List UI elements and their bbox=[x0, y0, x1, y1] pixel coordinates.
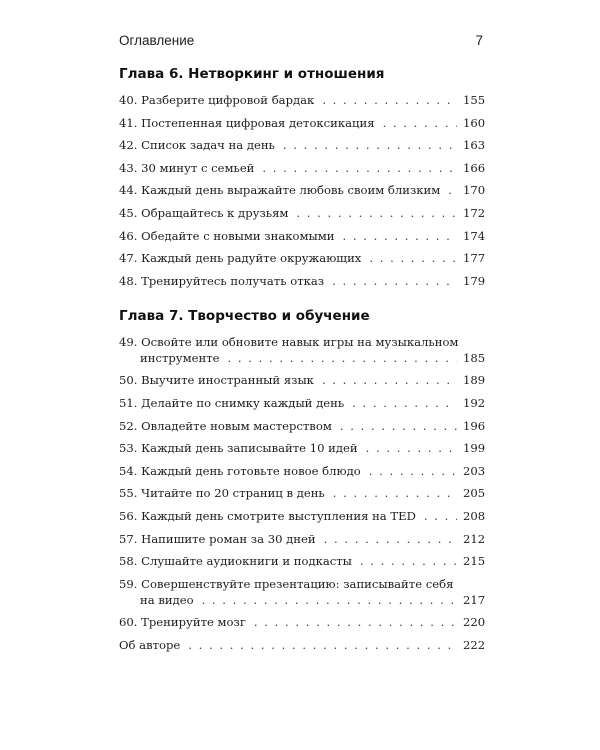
toc-entry[interactable] bbox=[119, 250, 486, 266]
toc-entry[interactable] bbox=[119, 372, 486, 388]
dot-leader bbox=[369, 250, 457, 266]
toc-entry-page: 220 bbox=[463, 615, 486, 630]
toc-entry-title: 48. Тренируйтесь получать отказ bbox=[119, 273, 325, 288]
toc-entry[interactable] bbox=[119, 137, 486, 153]
toc-entry-title: 45. Обращайтесь к друзьям bbox=[119, 205, 289, 220]
toc-entry-title: 58. Слушайте аудиокниги и подкасты bbox=[119, 554, 352, 569]
toc-entry[interactable] bbox=[119, 273, 486, 289]
toc-entry[interactable] bbox=[119, 463, 486, 479]
dot-leader bbox=[383, 115, 457, 131]
toc-entry-page: 205 bbox=[463, 486, 486, 501]
toc-entry-title: 40. Разберите цифровой бардак bbox=[119, 93, 315, 107]
toc-entry[interactable] bbox=[119, 531, 486, 547]
toc-entry-page: 170 bbox=[463, 183, 486, 198]
toc-entry-title: 50. Выучите иностранный язык bbox=[119, 373, 314, 388]
toc-entry-page: 203 bbox=[463, 463, 486, 478]
dot-leader bbox=[322, 92, 457, 108]
toc-entry-title: 60. Тренируйте мозг bbox=[119, 615, 246, 630]
toc-entry-page: 177 bbox=[463, 251, 486, 266]
dot-leader bbox=[424, 508, 457, 524]
toc-entry[interactable] bbox=[119, 92, 486, 108]
chapter-title: Глава 6. Нетворкинг и отношения bbox=[119, 66, 385, 82]
toc-entry-page: 155 bbox=[463, 93, 486, 107]
toc-entry[interactable] bbox=[119, 576, 486, 608]
toc-entry-title: 53. Каждый день записывайте 10 идей bbox=[119, 441, 358, 456]
dot-leader bbox=[342, 228, 457, 244]
dot-leader bbox=[202, 592, 457, 608]
toc-entry-title: 59. Совершенствуйте презентацию: записывайте себя bbox=[119, 576, 454, 591]
toc-entry[interactable] bbox=[119, 205, 486, 221]
toc-entry-page: 212 bbox=[463, 531, 486, 546]
toc-entry[interactable] bbox=[119, 395, 486, 411]
toc-entry[interactable] bbox=[119, 553, 486, 569]
toc-entry-page: 217 bbox=[463, 592, 486, 607]
toc-entry[interactable] bbox=[119, 485, 486, 501]
toc-entry-title: 54. Каждый день готовьте новое блюдо bbox=[119, 463, 361, 478]
toc-entry-page: 163 bbox=[463, 138, 486, 153]
toc-entry-title: инструменте bbox=[140, 350, 220, 365]
toc-entry[interactable] bbox=[119, 115, 486, 131]
toc-entry-title: Об авторе bbox=[119, 637, 181, 652]
toc-entry-title: 47. Каждый день радуйте окружающих bbox=[119, 251, 362, 266]
dot-leader bbox=[262, 160, 457, 176]
toc-entry-title: 41. Постепенная цифровая детоксикация bbox=[119, 115, 375, 130]
toc-entry-title: 55. Читайте по 20 страниц в день bbox=[119, 486, 325, 501]
dot-leader bbox=[322, 372, 457, 388]
dot-leader bbox=[333, 485, 457, 501]
dot-leader bbox=[340, 418, 457, 434]
toc-entry-title: 52. Овладейте новым мастерством bbox=[119, 418, 332, 433]
dot-leader bbox=[296, 205, 457, 221]
toc-entry-page: 189 bbox=[463, 373, 486, 388]
table-of-contents bbox=[119, 64, 486, 659]
toc-entry-page: 160 bbox=[463, 115, 486, 130]
toc-entry-page: 174 bbox=[463, 228, 486, 243]
dot-leader bbox=[369, 463, 457, 479]
page-number: 7 bbox=[475, 33, 483, 48]
toc-entry-page: 196 bbox=[463, 418, 486, 433]
dot-leader bbox=[283, 137, 457, 153]
toc-entry-title: 44. Каждый день выражайте любовь своим близким bbox=[119, 183, 441, 198]
toc-entry[interactable] bbox=[119, 182, 486, 198]
toc-entry[interactable] bbox=[119, 418, 486, 434]
toc-entry-page: 215 bbox=[463, 554, 486, 569]
toc-entry-title: 56. Каждый день смотрите выступления на TED bbox=[119, 508, 416, 523]
dot-leader bbox=[324, 531, 457, 547]
toc-entry-title: 57. Напишите роман за 30 дней bbox=[119, 531, 316, 546]
toc-entry-title: 42. Список задач на день bbox=[119, 138, 275, 153]
running-head bbox=[119, 33, 483, 48]
toc-entry-page: 208 bbox=[463, 508, 486, 523]
toc-entry[interactable] bbox=[119, 440, 486, 456]
toc-entry[interactable] bbox=[119, 614, 486, 630]
toc-entry-page: 179 bbox=[463, 273, 486, 288]
chapter-title: Глава 7. Творчество и обучение bbox=[119, 307, 370, 324]
dot-leader bbox=[228, 350, 458, 366]
toc-entry-title: 51. Делайте по снимку каждый день bbox=[119, 395, 345, 410]
toc-entry-page: 166 bbox=[463, 160, 486, 175]
toc-entry-title: 49. Освойте или обновите навык игры на музыкальном bbox=[119, 334, 459, 349]
toc-entry-page: 172 bbox=[463, 205, 486, 220]
dot-leader bbox=[188, 637, 457, 653]
running-head-title: Оглавление bbox=[119, 33, 195, 48]
toc-entry[interactable] bbox=[119, 637, 486, 653]
dot-leader bbox=[254, 614, 457, 630]
toc-entry-page: 192 bbox=[463, 395, 486, 410]
dot-leader bbox=[366, 440, 457, 456]
dot-leader bbox=[360, 553, 457, 569]
toc-entry-page: 199 bbox=[463, 441, 486, 456]
toc-entry-title: 46. Обедайте с новыми знакомыми bbox=[119, 228, 335, 243]
toc-entry[interactable] bbox=[119, 508, 486, 524]
toc-entry-page: 185 bbox=[463, 350, 486, 365]
dot-leader bbox=[332, 273, 457, 289]
chapter-section bbox=[119, 64, 486, 289]
toc-entry[interactable] bbox=[119, 334, 486, 366]
toc-entry-title: 43. 30 минут с семьей bbox=[119, 160, 255, 175]
chapter-section bbox=[119, 306, 486, 653]
toc-entry-title: на видео bbox=[140, 592, 194, 607]
toc-entry[interactable] bbox=[119, 228, 486, 244]
dot-leader bbox=[352, 395, 457, 411]
dot-leader bbox=[448, 182, 457, 198]
toc-entry[interactable] bbox=[119, 160, 486, 176]
toc-entry-page: 222 bbox=[463, 637, 486, 652]
